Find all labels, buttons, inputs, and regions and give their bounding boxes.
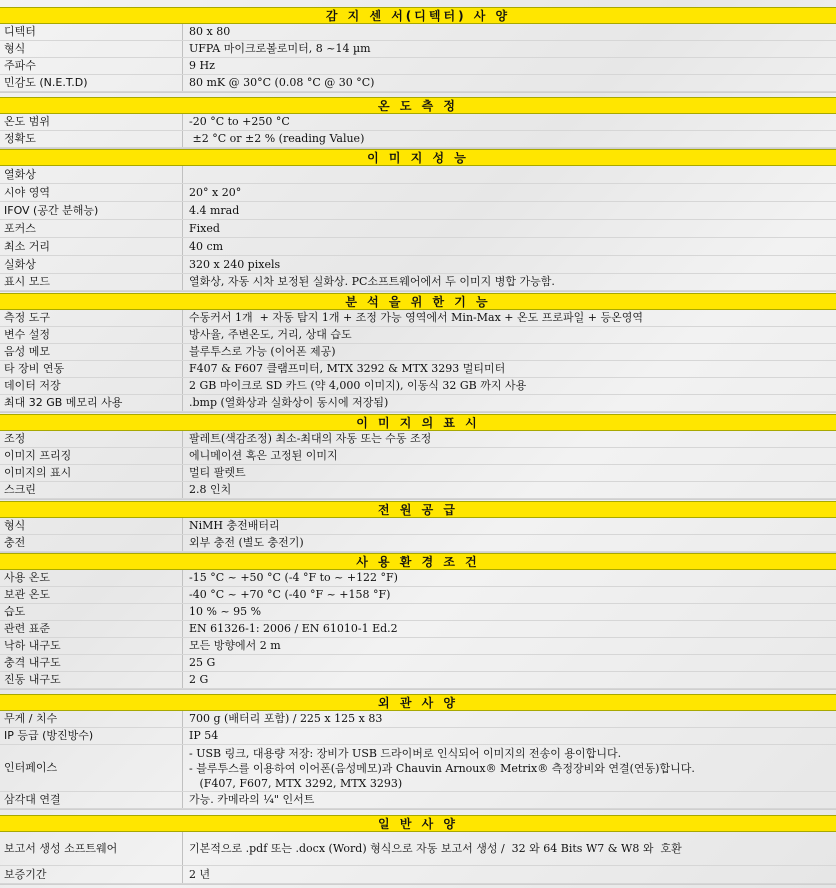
spec-label: 형식 (0, 518, 183, 534)
spec-row (0, 274, 836, 291)
spec-row (0, 792, 836, 809)
spec-label: 음성 메모 (0, 344, 183, 360)
spec-section (0, 149, 836, 292)
spec-row (0, 728, 836, 745)
spec-label: 진동 내구도 (0, 672, 183, 688)
spec-label: 최소 거리 (0, 238, 183, 255)
spec-row (0, 570, 836, 587)
spec-value-line: - USB 링크, 대용량 저장: 장비가 USB 드라이버로 인식되어 이미지의 전송이 용이합니다. (189, 746, 622, 760)
spec-value: 블루투스로 가능 (이어폰 제공) (189, 345, 336, 358)
spec-value: 25 G (189, 656, 216, 669)
spec-label: 디텍터 (0, 24, 183, 40)
spec-label: 습도 (0, 604, 183, 620)
spec-section (0, 694, 836, 810)
spec-label: 보고서 생성 소프트웨어 (0, 832, 183, 865)
spec-value: 기본적으로 .pdf 또는 .docx (Word) 형식으로 자동 보고서 생성 / 32 와 64 Bits W7 & W8 와 호환 (189, 841, 682, 855)
spec-label: 이미지의 표시 (0, 465, 183, 481)
section-header: 분 석 을 위 한 기 능 (0, 293, 836, 310)
spec-row (0, 638, 836, 655)
spec-value: ±2 °C or ±2 % (reading Value) (189, 132, 365, 145)
spec-label: 낙하 내구도 (0, 638, 183, 654)
spec-value: 10 % ~ 95 % (189, 605, 262, 618)
spec-value: -15 °C ~ +50 °C (-4 °F to ~ +122 °F) (189, 571, 398, 584)
spec-label: 최대 32 GB 메모리 사용 (0, 395, 183, 411)
spec-value: 2 년 (189, 867, 211, 881)
spec-row (0, 238, 836, 256)
spec-label: 데이터 저장 (0, 378, 183, 394)
spec-value: 2 G (189, 673, 209, 686)
section-header: 감 지 센 서(디텍터) 사 양 (0, 7, 836, 24)
spec-value: 80 mK @ 30°C (0.08 °C @ 30 °C) (189, 76, 375, 89)
section-header: 이 미 지 성 능 (0, 149, 836, 166)
spec-section (0, 7, 836, 93)
spec-label: 충전 (0, 535, 183, 551)
spec-label: IFOV (공간 분해능) (0, 202, 183, 219)
spec-label: 형식 (0, 41, 183, 57)
spec-row (0, 672, 836, 689)
spec-label: 주파수 (0, 58, 183, 74)
spec-row (0, 24, 836, 41)
spec-label: 열화상 (0, 166, 183, 183)
spec-value: -40 °C ~ +70 °C (-40 °F ~ +158 °F) (189, 588, 391, 601)
spec-value: -20 °C to +250 °C (189, 115, 290, 128)
spec-label: 스크린 (0, 482, 183, 498)
spec-row (0, 745, 836, 792)
spec-value: IP 54 (189, 729, 219, 742)
spec-row (0, 256, 836, 274)
spec-value: 모든 방향에서 2 m (189, 639, 281, 652)
spec-value: 수동커서 1개 + 자동 탐지 1개 + 조정 가능 영역에서 Min-Max + 온도 프로파일 + 등온영역 (189, 311, 643, 324)
spec-section (0, 815, 836, 885)
spec-label: 포커스 (0, 220, 183, 237)
spec-row (0, 310, 836, 327)
section-header: 일 반 사 양 (0, 815, 836, 832)
spec-value: 9 Hz (189, 59, 215, 72)
spec-label: 타 장비 연동 (0, 361, 183, 377)
spec-label: 변수 설정 (0, 327, 183, 343)
spec-label: 충격 내구도 (0, 655, 183, 671)
spec-label: 온도 범위 (0, 114, 183, 130)
spec-value: 팔레트(색감조정) 최소-최대의 자동 또는 수동 조정 (189, 432, 432, 445)
spec-row (0, 448, 836, 465)
spec-row (0, 587, 836, 604)
spec-row (0, 535, 836, 552)
spec-row (0, 131, 836, 148)
spec-value: 80 x 80 (189, 25, 231, 38)
spec-label: 인터페이스 (0, 745, 183, 791)
spec-value: 4.4 mrad (189, 203, 240, 217)
spec-label: 무게 / 치수 (0, 711, 183, 727)
spec-value: 2 GB 마이크로 SD 카드 (약 4,000 이미지), 이동식 32 GB 까지 사용 (189, 379, 527, 392)
spec-value: Fixed (189, 221, 220, 235)
spec-value: NiMH 충전배터리 (189, 519, 280, 532)
spec-value-line: (F407, F607, MTX 3292, MTX 3293) (189, 776, 403, 790)
spec-label: 조정 (0, 431, 183, 447)
spec-row (0, 866, 836, 884)
spec-row (0, 58, 836, 75)
spec-value: 가능. 카메라의 ¼" 인서트 (189, 793, 315, 806)
spec-label: 이미지 프리징 (0, 448, 183, 464)
spec-row (0, 344, 836, 361)
spec-value: F407 & F607 클램프미터, MTX 3292 & MTX 3293 멀티미터 (189, 362, 506, 375)
spec-value: 멀티 팔렛트 (189, 466, 246, 479)
spec-section (0, 97, 836, 149)
spec-label: 측정 도구 (0, 310, 183, 326)
spec-value: 외부 충전 (별도 충전기) (189, 536, 304, 549)
spec-label: 정확도 (0, 131, 183, 147)
spec-label: 민감도 (N.E.T.D) (0, 75, 183, 91)
spec-row (0, 832, 836, 866)
spec-row (0, 184, 836, 202)
spec-row (0, 395, 836, 412)
spec-section (0, 501, 836, 553)
spec-row (0, 518, 836, 535)
spec-value: 2.8 인치 (189, 483, 232, 496)
spec-value: 에니메이션 혹은 고정된 이미지 (189, 449, 338, 462)
spec-value: EN 61326-1: 2006 / EN 61010-1 Ed.2 (189, 622, 398, 635)
spec-row (0, 604, 836, 621)
spec-value: 열화상, 자동 시차 보정된 실화상. PC소프트웨어에서 두 이미지 병합 가능함. (189, 275, 555, 288)
section-header: 외 관 사 양 (0, 694, 836, 711)
spec-section (0, 293, 836, 413)
spec-row (0, 431, 836, 448)
spec-section (0, 414, 836, 500)
spec-row (0, 361, 836, 378)
spec-label: 삼각대 연결 (0, 792, 183, 808)
section-header: 이 미 지 의 표 시 (0, 414, 836, 431)
spec-value-line: - 블루투스를 이용하여 이어폰(음성메모)과 Chauvin Arnoux® Metrix® 측정장비와 연결(연동)합니다. (189, 761, 695, 775)
spec-label: 시야 영역 (0, 184, 183, 201)
section-header: 온 도 측 정 (0, 97, 836, 114)
spec-value: 40 cm (189, 239, 224, 253)
spec-value: .bmp (열화상과 실화상이 동시에 저장됨) (189, 396, 389, 409)
spec-row (0, 75, 836, 92)
spec-row (0, 711, 836, 728)
spec-label: 보관 온도 (0, 587, 183, 603)
spec-row (0, 166, 836, 184)
spec-row (0, 655, 836, 672)
spec-row (0, 465, 836, 482)
section-header: 사 용 환 경 조 건 (0, 553, 836, 570)
spec-value: 방사율, 주변온도, 거리, 상대 습도 (189, 328, 352, 341)
section-header: 전 원 공 급 (0, 501, 836, 518)
spec-row (0, 482, 836, 499)
spec-row (0, 378, 836, 395)
spec-value: 20° x 20° (189, 185, 242, 199)
spec-value: UFPA 마이크로볼로미터, 8 ~14 µm (189, 42, 371, 55)
spec-value (183, 745, 836, 791)
spec-label: IP 등급 (방진방수) (0, 728, 183, 744)
spec-row (0, 220, 836, 238)
spec-row (0, 621, 836, 638)
spec-value (183, 166, 836, 183)
spec-row (0, 327, 836, 344)
spec-value: 700 g (배터리 포함) / 225 x 125 x 83 (189, 712, 383, 725)
spec-label: 표시 모드 (0, 274, 183, 290)
spec-label: 보증기간 (0, 866, 183, 883)
spec-row (0, 202, 836, 220)
spec-section (0, 553, 836, 690)
spec-label: 관련 표준 (0, 621, 183, 637)
spec-label: 실화상 (0, 256, 183, 273)
spec-row (0, 41, 836, 58)
spec-label: 사용 온도 (0, 570, 183, 586)
spec-row (0, 114, 836, 131)
spec-value: 320 x 240 pixels (189, 257, 281, 271)
